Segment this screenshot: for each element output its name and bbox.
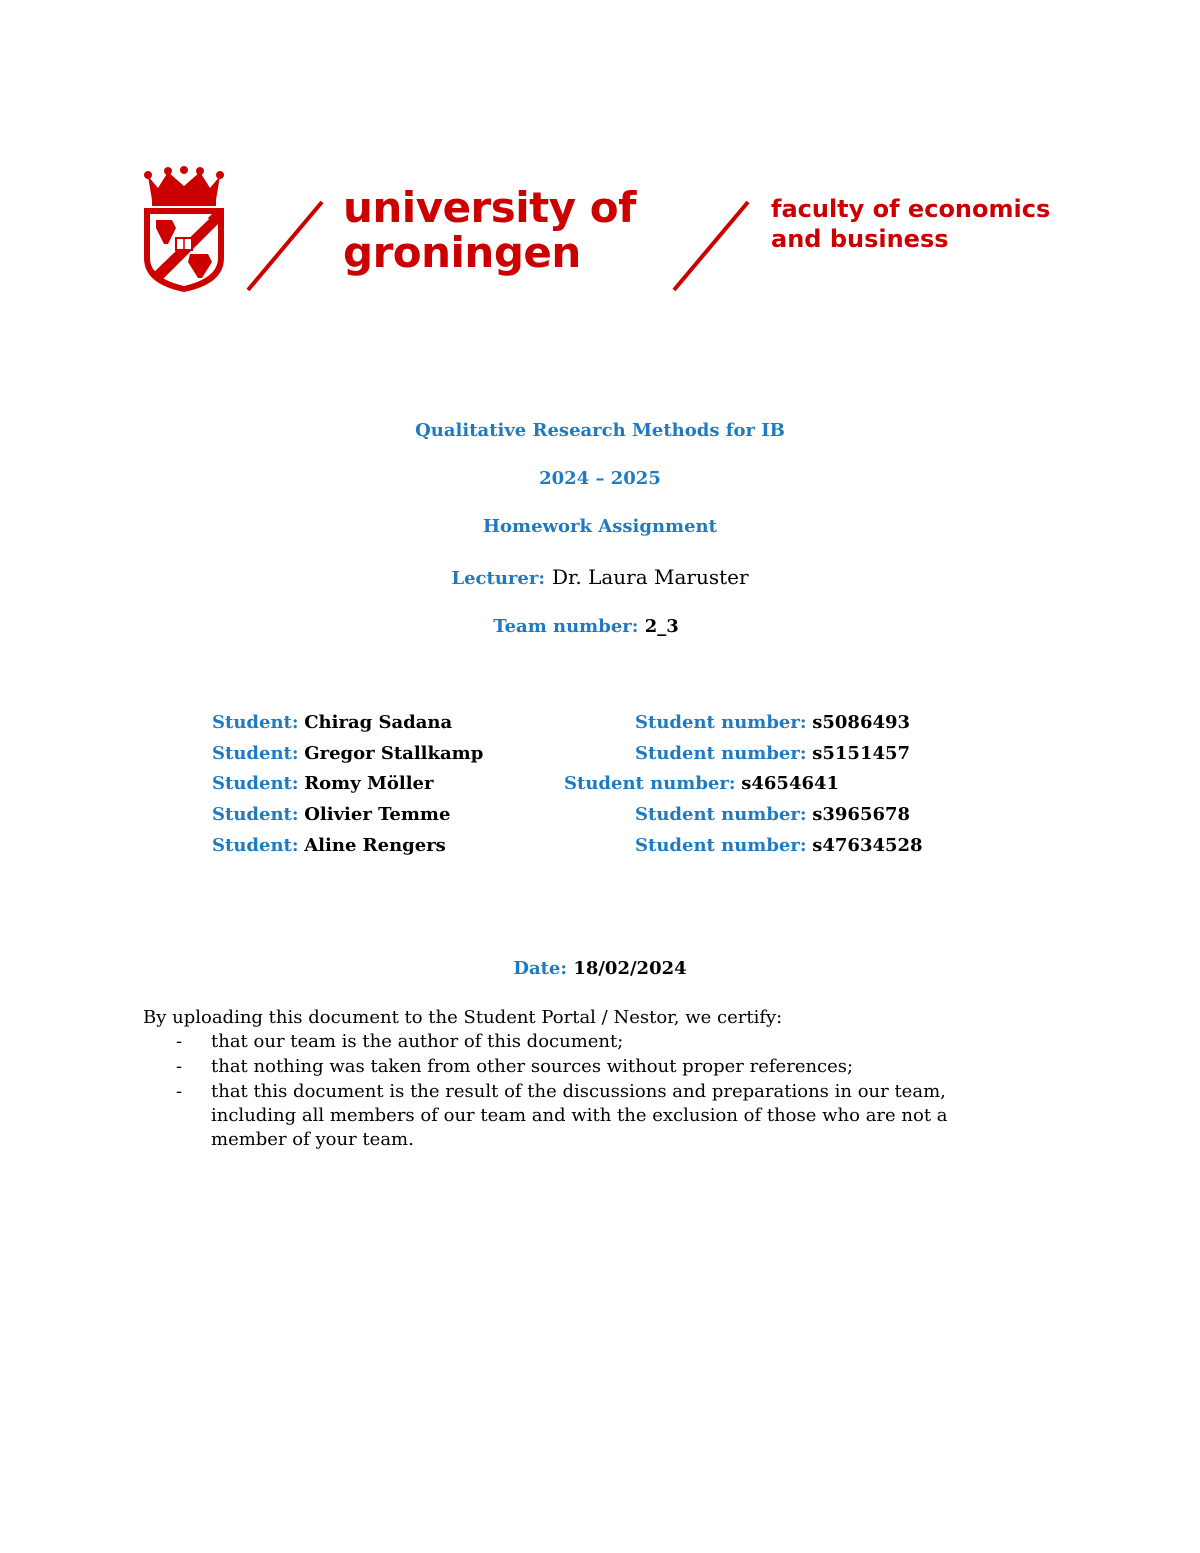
declaration-item: that this document is the result of the discussions and preparations in our team, including all members of our team and with the exclusion of those who are not a member of your team. [211, 1081, 948, 1150]
student-name: Chirag Sadana [304, 712, 453, 733]
date-line [0, 958, 1200, 979]
date-label: Date: [513, 958, 568, 979]
student-number-label: Student number: [635, 743, 807, 764]
student-label: Student: [212, 743, 299, 764]
student-number-label: Student number: [564, 773, 736, 794]
slash-divider-icon [240, 198, 330, 294]
student-number: s3965678 [812, 804, 911, 825]
student-label: Student: [212, 773, 299, 794]
declaration-intro: By uploading this document to the Student Portal / Nestor, we certify: [143, 1007, 783, 1028]
student-number-label: Student number: [635, 835, 807, 856]
team-label: Team number: [493, 616, 639, 637]
academic-year: 2024 – 2025 [539, 468, 661, 489]
student-row [212, 773, 434, 794]
slash-divider-icon [666, 198, 756, 294]
list-bullet: - [176, 1056, 183, 1077]
team-number: 2_3 [644, 616, 679, 637]
student-row [212, 804, 450, 825]
student-row [212, 743, 483, 764]
faculty-name-line2: and business [771, 225, 949, 253]
student-name: Gregor Stallkamp [304, 743, 484, 764]
lecturer-name: Dr. Laura Maruster [551, 565, 749, 589]
student-row [212, 712, 452, 733]
faculty-name-line1: faculty of economics [771, 195, 1051, 223]
list-bullet: - [176, 1081, 183, 1102]
date-value: 18/02/2024 [573, 958, 687, 979]
lecturer-label: Lecturer: [451, 568, 545, 589]
student-name: Aline Rengers [304, 835, 446, 856]
declaration-item: that our team is the author of this document; [211, 1031, 624, 1052]
student-number-row [635, 743, 910, 764]
course-title: Qualitative Research Methods for IB [415, 420, 785, 441]
student-number-row [564, 773, 839, 794]
student-label: Student: [212, 835, 299, 856]
student-number: s5151457 [812, 743, 911, 764]
student-name: Romy Möller [304, 773, 434, 794]
student-name: Olivier Temme [304, 804, 451, 825]
list-bullet: - [176, 1031, 183, 1052]
student-number: s47634528 [812, 835, 923, 856]
student-row [212, 835, 446, 856]
student-number: s4654641 [741, 773, 840, 794]
student-label: Student: [212, 804, 299, 825]
student-number-label: Student number: [635, 804, 807, 825]
student-label: Student: [212, 712, 299, 733]
university-name-line2: groningen [343, 228, 581, 277]
student-number-row [635, 712, 910, 733]
lecturer-line [0, 565, 1200, 589]
declaration-item: that nothing was taken from other sources without proper references; [211, 1056, 854, 1077]
team-line [0, 616, 1186, 637]
student-number: s5086493 [812, 712, 911, 733]
student-number-row [635, 835, 923, 856]
university-name-line1: university of [343, 183, 636, 232]
university-crest-icon [142, 166, 226, 294]
student-number-label: Student number: [635, 712, 807, 733]
student-number-row [635, 804, 910, 825]
assignment-type: Homework Assignment [483, 516, 717, 537]
